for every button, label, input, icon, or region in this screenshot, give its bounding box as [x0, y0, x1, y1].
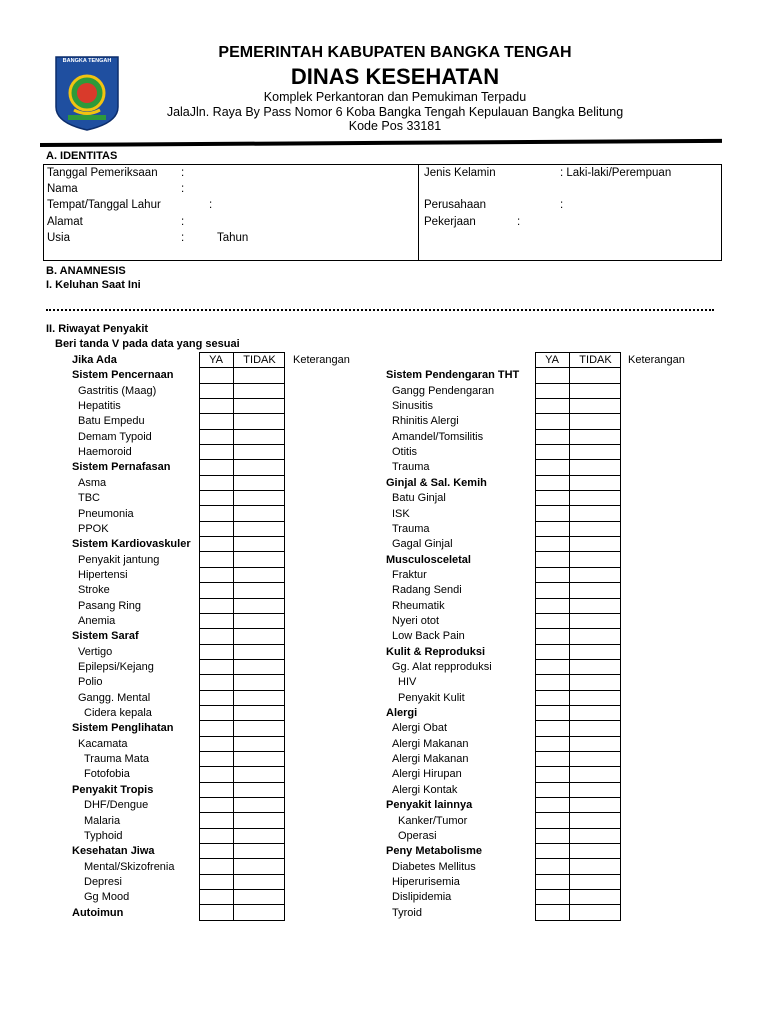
tidak-checkbox-right-26[interactable]: [570, 767, 621, 782]
ya-checkbox-right-5[interactable]: [536, 445, 570, 460]
row-label-left-3: Batu Empedu: [78, 415, 145, 428]
sep-tempat-tanggal-lahir: :: [209, 199, 213, 211]
tidak-checkbox-right-32[interactable]: [570, 859, 621, 874]
tidak-checkbox-right-12[interactable]: [570, 552, 621, 567]
keluhan-saat-ini-title: I. Keluhan Saat Ini: [46, 279, 141, 291]
grid-header-cell: [536, 353, 570, 368]
instruction-text: Beri tanda V pada data yang sesuai: [55, 338, 240, 350]
row-label-left-30: Typhoid: [84, 829, 123, 842]
tidak-checkbox-right-17[interactable]: [570, 629, 621, 644]
tidak-checkbox-right-30[interactable]: [570, 828, 621, 843]
tidak-checkbox-right-23[interactable]: [570, 721, 621, 736]
tidak-checkbox-left-2[interactable]: [234, 399, 285, 414]
tidak-checkbox-right-19[interactable]: [570, 659, 621, 674]
row-label-right-12: Musculosceletal: [386, 553, 471, 566]
tidak-checkbox-left-16[interactable]: [234, 613, 285, 628]
row-label-left-14: Stroke: [78, 584, 110, 597]
header-address: JalaJln. Raya By Pass Nomor 6 Koba Bangka Tengah Kepulauan Bangka Belitung: [166, 105, 624, 119]
tidak-checkbox-left-22[interactable]: [234, 705, 285, 720]
tidak-checkbox-right-1[interactable]: [570, 383, 621, 398]
row-label-left-0: Sistem Pencernaan: [72, 369, 174, 382]
ya-checkbox-right-15[interactable]: [536, 598, 570, 613]
row-label-left-31: Kesehatan Jiwa: [72, 845, 155, 858]
row-label-right-31: Peny Metabolisme: [386, 845, 482, 858]
ya-checkbox-left-4[interactable]: [200, 429, 234, 444]
ya-checkbox-left-1[interactable]: [200, 383, 234, 398]
tidak-checkbox-right-28[interactable]: [570, 797, 621, 812]
sep-usia: :: [181, 232, 185, 244]
ya-checkbox-right-7[interactable]: [536, 475, 570, 490]
ya-checkbox-left-2[interactable]: [200, 399, 234, 414]
tidak-checkbox-left-15[interactable]: [234, 598, 285, 613]
header-tidak-right: TIDAK: [579, 354, 612, 366]
grid-header-cell: [570, 353, 621, 368]
tidak-checkbox-right-11[interactable]: [570, 537, 621, 552]
ya-checkbox-left-25[interactable]: [200, 751, 234, 766]
row-label-right-32: Diabetes Mellitus: [392, 860, 476, 873]
tidak-checkbox-right-2[interactable]: [570, 399, 621, 414]
sep-nama: :: [181, 183, 185, 195]
row-label-left-7: Asma: [78, 476, 107, 489]
ya-checkbox-right-14[interactable]: [536, 583, 570, 598]
tidak-checkbox-left-21[interactable]: [234, 690, 285, 705]
row-label-left-8: TBC: [78, 492, 100, 505]
tidak-checkbox-left-29[interactable]: [234, 813, 285, 828]
ya-checkbox-left-13[interactable]: [200, 567, 234, 582]
tidak-checkbox-right-35[interactable]: [570, 905, 621, 920]
ya-checkbox-left-15[interactable]: [200, 598, 234, 613]
tidak-checkbox-left-12[interactable]: [234, 552, 285, 567]
tidak-checkbox-right-25[interactable]: [570, 751, 621, 766]
header-department: DINAS KESEHATAN: [290, 64, 500, 89]
row-label-right-23: Alergi Obat: [392, 722, 448, 735]
tidak-checkbox-left-27[interactable]: [234, 782, 285, 797]
row-label-left-18: Vertigo: [78, 645, 113, 658]
row-label-right-13: Fraktur: [392, 568, 427, 581]
value-jenis-kelamin: : Laki-laki/Perempuan: [560, 167, 672, 179]
ya-checkbox-right-1[interactable]: [536, 383, 570, 398]
row-label-left-13: Hipertensi: [78, 568, 128, 581]
ya-checkbox-right-32[interactable]: [536, 859, 570, 874]
tidak-checkbox-right-8[interactable]: [570, 491, 621, 506]
ya-checkbox-right-10[interactable]: [536, 521, 570, 536]
row-label-left-25: Trauma Mata: [84, 753, 150, 766]
row-label-right-2: Sinusitis: [392, 400, 433, 413]
ya-checkbox-right-25[interactable]: [536, 751, 570, 766]
ya-checkbox-right-28[interactable]: [536, 797, 570, 812]
sep-alamat: :: [181, 216, 185, 228]
row-label-right-33: Hiperurisemia: [392, 875, 460, 888]
tidak-checkbox-right-18[interactable]: [570, 644, 621, 659]
header-ya-left: YA: [209, 354, 223, 366]
ya-checkbox-left-33[interactable]: [200, 874, 234, 889]
tidak-checkbox-right-13[interactable]: [570, 567, 621, 582]
header-tidak-left: TIDAK: [243, 354, 276, 366]
row-label-left-4: Demam Typoid: [78, 430, 152, 443]
ya-checkbox-right-17[interactable]: [536, 629, 570, 644]
tidak-checkbox-right-33[interactable]: [570, 874, 621, 889]
ya-checkbox-left-3[interactable]: [200, 414, 234, 429]
ya-checkbox-right-13[interactable]: [536, 567, 570, 582]
tidak-checkbox-left-0[interactable]: [234, 368, 285, 383]
ya-checkbox-right-22[interactable]: [536, 705, 570, 720]
ya-checkbox-left-23[interactable]: [200, 721, 234, 736]
row-label-right-9: ISK: [392, 507, 410, 520]
row-label-left-11: Sistem Kardiovaskuler: [72, 538, 191, 551]
row-label-right-20: HIV: [398, 676, 417, 689]
tidak-checkbox-right-5[interactable]: [570, 445, 621, 460]
row-label-right-10: Trauma: [392, 522, 430, 535]
header-postcode: Kode Pos 33181: [348, 119, 442, 133]
tidak-checkbox-right-22[interactable]: [570, 705, 621, 720]
tidak-checkbox-left-25[interactable]: [234, 751, 285, 766]
tidak-checkbox-left-35[interactable]: [234, 905, 285, 920]
tidak-checkbox-right-10[interactable]: [570, 521, 621, 536]
ya-checkbox-left-27[interactable]: [200, 782, 234, 797]
section-identitas-title: A. IDENTITAS: [46, 150, 118, 162]
tidak-checkbox-left-20[interactable]: [234, 675, 285, 690]
row-label-left-2: Hepatitis: [78, 400, 121, 413]
row-label-left-34: Gg Mood: [84, 891, 130, 904]
tidak-checkbox-left-28[interactable]: [234, 797, 285, 812]
tidak-checkbox-right-15[interactable]: [570, 598, 621, 613]
label-pekerjaan: Pekerjaan: [424, 216, 476, 228]
ya-checkbox-right-26[interactable]: [536, 767, 570, 782]
ya-checkbox-left-32[interactable]: [200, 859, 234, 874]
tidak-checkbox-left-1[interactable]: [234, 383, 285, 398]
ya-checkbox-right-20[interactable]: [536, 675, 570, 690]
bangka-tengah-logo: [54, 55, 120, 131]
row-label-right-27: Alergi Kontak: [392, 783, 458, 796]
tidak-checkbox-right-6[interactable]: [570, 460, 621, 475]
ya-checkbox-right-18[interactable]: [536, 644, 570, 659]
row-label-right-8: Batu Ginjal: [392, 492, 446, 505]
row-label-right-3: Rhinitis Alergi: [392, 415, 459, 428]
row-label-right-34: Dislipidemia: [392, 891, 452, 904]
ya-checkbox-left-30[interactable]: [200, 828, 234, 843]
ya-checkbox-right-24[interactable]: [536, 736, 570, 751]
row-label-left-17: Sistem Saraf: [72, 630, 139, 643]
row-label-right-30: Operasi: [398, 829, 437, 842]
ya-checkbox-left-26[interactable]: [200, 767, 234, 782]
ya-checkbox-right-9[interactable]: [536, 506, 570, 521]
ya-checkbox-left-10[interactable]: [200, 521, 234, 536]
ya-checkbox-left-9[interactable]: [200, 506, 234, 521]
row-label-right-21: Penyakit Kulit: [398, 691, 465, 704]
label-perusahaan: Perusahaan: [424, 199, 487, 211]
row-label-right-16: Nyeri otot: [392, 614, 440, 627]
logo-text: BANGKA TENGAH: [62, 58, 112, 64]
row-label-left-9: Pneumonia: [78, 507, 134, 520]
tidak-checkbox-left-31[interactable]: [234, 844, 285, 859]
tidak-checkbox-right-21[interactable]: [570, 690, 621, 705]
ya-checkbox-left-19[interactable]: [200, 659, 234, 674]
label-jenis-kelamin: Jenis Kelamin: [424, 167, 496, 179]
tidak-checkbox-right-9[interactable]: [570, 506, 621, 521]
row-label-right-35: Tyroid: [392, 906, 422, 919]
tidak-checkbox-left-26[interactable]: [234, 767, 285, 782]
row-label-right-15: Rheumatik: [392, 599, 445, 612]
row-label-left-16: Anemia: [78, 614, 116, 627]
row-label-right-26: Alergi Hirupan: [392, 768, 462, 781]
ya-checkbox-right-0[interactable]: [536, 368, 570, 383]
ya-checkbox-left-24[interactable]: [200, 736, 234, 751]
label-tanggal-pemeriksaan: Tanggal Pemeriksaan: [47, 167, 158, 179]
label-nama: Nama: [47, 183, 78, 195]
row-label-left-23: Sistem Penglihatan: [72, 722, 174, 735]
tidak-checkbox-left-34[interactable]: [234, 890, 285, 905]
row-label-right-22: Alergi: [386, 707, 418, 720]
ya-checkbox-left-16[interactable]: [200, 613, 234, 628]
tidak-checkbox-right-4[interactable]: [570, 429, 621, 444]
row-label-left-21: Gangg. Mental: [78, 691, 151, 704]
ya-checkbox-left-20[interactable]: [200, 675, 234, 690]
unit-tahun: Tahun: [217, 232, 249, 244]
tidak-checkbox-right-14[interactable]: [570, 583, 621, 598]
ya-checkbox-left-11[interactable]: [200, 537, 234, 552]
row-label-right-24: Alergi Makanan: [392, 737, 469, 750]
checkbox-grid-left: [199, 352, 285, 921]
header-jika-ada: Jika Ada: [72, 354, 117, 366]
row-label-left-22: Cidera kepala: [84, 707, 152, 720]
tidak-checkbox-right-0[interactable]: [570, 368, 621, 383]
row-label-right-25: Alergi Makanan: [392, 753, 469, 766]
ya-checkbox-left-34[interactable]: [200, 890, 234, 905]
ya-checkbox-left-6[interactable]: [200, 460, 234, 475]
sep-perusahaan: :: [560, 199, 564, 211]
tidak-checkbox-left-8[interactable]: [234, 491, 285, 506]
header-rule: [40, 139, 722, 147]
ya-checkbox-left-7[interactable]: [200, 475, 234, 490]
ya-checkbox-right-33[interactable]: [536, 874, 570, 889]
row-label-left-10: PPOK: [78, 522, 109, 535]
tidak-checkbox-left-3[interactable]: [234, 414, 285, 429]
grid-header-cell: [200, 353, 234, 368]
ya-checkbox-right-30[interactable]: [536, 828, 570, 843]
tidak-checkbox-left-4[interactable]: [234, 429, 285, 444]
ya-checkbox-right-2[interactable]: [536, 399, 570, 414]
keluhan-dotted-line: [46, 309, 714, 311]
row-label-right-28: Penyakit lainnya: [386, 799, 473, 812]
row-label-right-19: Gg. Alat repproduksi: [392, 661, 492, 673]
tidak-checkbox-left-7[interactable]: [234, 475, 285, 490]
label-usia: Usia: [47, 232, 71, 244]
row-label-right-14: Radang Sendi: [392, 584, 462, 597]
section-anamnesis-title: B. ANAMNESIS: [46, 265, 126, 277]
ya-checkbox-left-35[interactable]: [200, 905, 234, 920]
ya-checkbox-right-8[interactable]: [536, 491, 570, 506]
header-complex: Komplek Perkantoran dan Pemukiman Terpadu: [263, 90, 527, 104]
tidak-checkbox-left-18[interactable]: [234, 644, 285, 659]
ya-checkbox-right-27[interactable]: [536, 782, 570, 797]
label-tempat-tanggal-lahir: Tempat/Tanggal Lahur: [47, 199, 161, 211]
tidak-checkbox-right-20[interactable]: [570, 675, 621, 690]
row-label-left-19: Epilepsi/Kejang: [78, 661, 154, 673]
ya-checkbox-left-28[interactable]: [200, 797, 234, 812]
sep-pekerjaan: :: [517, 216, 521, 228]
tidak-checkbox-left-33[interactable]: [234, 874, 285, 889]
label-alamat: Alamat: [47, 216, 83, 228]
ya-checkbox-right-19[interactable]: [536, 659, 570, 674]
tidak-checkbox-left-9[interactable]: [234, 506, 285, 521]
row-label-left-35: Autoimun: [72, 906, 124, 919]
ya-checkbox-left-21[interactable]: [200, 690, 234, 705]
ya-checkbox-right-12[interactable]: [536, 552, 570, 567]
ya-checkbox-left-14[interactable]: [200, 583, 234, 598]
row-label-left-28: DHF/Dengue: [84, 799, 149, 812]
tidak-checkbox-left-24[interactable]: [234, 736, 285, 751]
ya-checkbox-right-16[interactable]: [536, 613, 570, 628]
tidak-checkbox-right-31[interactable]: [570, 844, 621, 859]
row-label-left-20: Polio: [78, 676, 103, 689]
ya-checkbox-left-5[interactable]: [200, 445, 234, 460]
ya-checkbox-right-35[interactable]: [536, 905, 570, 920]
ya-checkbox-left-0[interactable]: [200, 368, 234, 383]
tidak-checkbox-left-10[interactable]: [234, 521, 285, 536]
ya-checkbox-right-34[interactable]: [536, 890, 570, 905]
ya-checkbox-left-17[interactable]: [200, 629, 234, 644]
ya-checkbox-left-22[interactable]: [200, 705, 234, 720]
tidak-checkbox-left-5[interactable]: [234, 445, 285, 460]
row-label-left-26: Fotofobia: [84, 768, 130, 781]
tidak-checkbox-left-32[interactable]: [234, 859, 285, 874]
ya-checkbox-left-31[interactable]: [200, 844, 234, 859]
ya-checkbox-right-3[interactable]: [536, 414, 570, 429]
row-label-right-5: Otitis: [392, 446, 418, 459]
row-label-left-33: Depresi: [84, 875, 122, 888]
tidak-checkbox-left-17[interactable]: [234, 629, 285, 644]
ya-checkbox-right-4[interactable]: [536, 429, 570, 444]
checkbox-grid-right: [535, 352, 621, 921]
row-label-right-11: Gagal Ginjal: [392, 538, 453, 551]
ya-checkbox-left-29[interactable]: [200, 813, 234, 828]
ya-checkbox-right-21[interactable]: [536, 690, 570, 705]
row-label-left-15: Pasang Ring: [78, 599, 141, 612]
tidak-checkbox-left-30[interactable]: [234, 828, 285, 843]
header-government: PEMERINTAH KABUPATEN BANGKA TENGAH: [218, 44, 572, 61]
row-label-right-17: Low Back Pain: [392, 630, 465, 643]
row-label-right-18: Kulit & Reproduksi: [386, 645, 486, 658]
tidak-checkbox-left-11[interactable]: [234, 537, 285, 552]
row-label-left-29: Malaria: [84, 814, 121, 827]
row-label-left-6: Sistem Pernafasan: [72, 461, 171, 474]
tidak-checkbox-right-3[interactable]: [570, 414, 621, 429]
row-label-right-7: Ginjal & Sal. Kemih: [386, 476, 487, 489]
tidak-checkbox-left-23[interactable]: [234, 721, 285, 736]
tidak-checkbox-left-6[interactable]: [234, 460, 285, 475]
row-label-left-1: Gastritis (Maag): [78, 384, 157, 397]
row-label-right-1: Gangg Pendengaran: [392, 384, 495, 397]
sep-tanggal-pemeriksaan: :: [181, 167, 185, 179]
row-label-right-4: Amandel/Tomsilitis: [392, 430, 484, 443]
tidak-checkbox-right-24[interactable]: [570, 736, 621, 751]
tidak-checkbox-right-16[interactable]: [570, 613, 621, 628]
ya-checkbox-right-6[interactable]: [536, 460, 570, 475]
ya-checkbox-left-18[interactable]: [200, 644, 234, 659]
ya-checkbox-right-11[interactable]: [536, 537, 570, 552]
ya-checkbox-right-23[interactable]: [536, 721, 570, 736]
row-label-right-0: Sistem Pendengaran THT: [386, 369, 520, 382]
tidak-checkbox-right-34[interactable]: [570, 890, 621, 905]
row-label-left-12: Penyakit jantung: [78, 553, 160, 566]
ya-checkbox-right-29[interactable]: [536, 813, 570, 828]
row-label-right-6: Trauma: [392, 461, 430, 474]
header-keterangan-left: Keterangan: [293, 354, 350, 366]
tidak-checkbox-right-7[interactable]: [570, 475, 621, 490]
header-keterangan-right: Keterangan: [628, 354, 685, 366]
identitas-divider: [418, 164, 419, 261]
row-label-left-32: Mental/Skizofrenia: [84, 860, 175, 873]
riwayat-penyakit-title: II. Riwayat Penyakit: [46, 323, 149, 335]
row-label-left-27: Penyakit Tropis: [72, 783, 154, 796]
tidak-checkbox-left-14[interactable]: [234, 583, 285, 598]
grid-header-cell: [234, 353, 285, 368]
tidak-checkbox-right-29[interactable]: [570, 813, 621, 828]
row-label-right-29: Kanker/Tumor: [398, 814, 468, 827]
ya-checkbox-left-8[interactable]: [200, 491, 234, 506]
row-label-left-24: Kacamata: [78, 737, 128, 750]
ya-checkbox-right-31[interactable]: [536, 844, 570, 859]
tidak-checkbox-right-27[interactable]: [570, 782, 621, 797]
row-label-left-5: Haemoroid: [78, 446, 132, 459]
tidak-checkbox-left-19[interactable]: [234, 659, 285, 674]
tidak-checkbox-left-13[interactable]: [234, 567, 285, 582]
ya-checkbox-left-12[interactable]: [200, 552, 234, 567]
header-ya-right: YA: [545, 354, 559, 366]
